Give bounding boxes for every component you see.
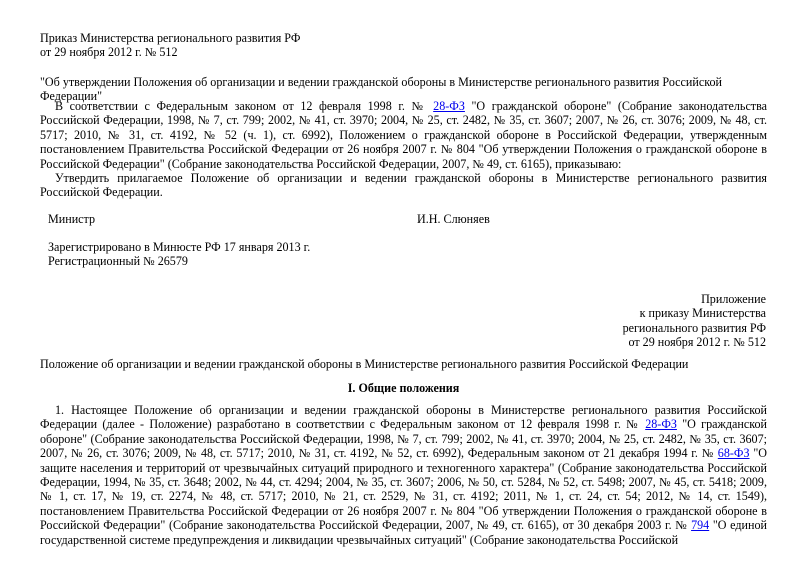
p1-text-3: "О защите населения и территорий от чрезвычайных ситуаций природного и техногенного характера" (Собрание законодательства Российской Федерации, 1994, № 35, ст. 3648; 2002, № 44, ст. 4294; 2004, № 35, ст. 3607; 2006, № 50, ст. 5284, № 52, ст. 5498; 2007, № 45, ст. 5418; 2009, № 1, ст. 17, № 19, ст. 2274, № 48, ст. 5717; 2010, № 21, ст. 2529, № 31, ст. 4192; 2011, № 1, ст. 24, ст. 54; 2012, № 14, ст. 1549), постановлением Правительства Российской Федерации от 26 ноября 2007 г. № 804 "Об утверждении Положения о гражданской обороне в Российской Федерации" (Собрание законодательства Российской Федерации, 2007, № 49, ст. 6165), от 30 декабря 2003 г. № — [40, 446, 767, 533]
appendix-ministry: регионального развития РФ — [622, 320, 766, 335]
law-68fz-link[interactable]: 68-ФЗ — [717, 446, 750, 461]
p1-text-2: "О гражданской обороне" (Собрание законодательства Российской Федерации, 1998, № 7, ст. 799; 2002, № 41, ст. 3970; 2004, № 25, ст. 2482, № 35, ст. 3607; 2007, № 26, ст. 3076; 2009, № 48, ст. 5717; 2010, № 31, ст. 4192, № 52, ст. 6992), Федеральным законом от 21 декабря 1994 г. № — [40, 417, 767, 461]
regulation-title: Положение об организации и ведении гражданской обороны в Министерстве регионального развития Российской Федерации — [40, 357, 689, 371]
preamble-text-1: В соответствии с Федеральным законом от 12 февраля 1998 г. № — [55, 99, 434, 113]
preamble-paragraph — [40, 99, 767, 171]
registration-number: Регистрационный № 26579 — [48, 254, 188, 269]
preamble — [40, 99, 767, 200]
paragraph-1-text — [40, 403, 767, 547]
preamble-text-2: "О гражданской обороне" (Собрание законодательства Российской Федерации, 1998, № 7, ст. 799; 2002, № 41, ст. 3970; 2004, № 25, ст. 2482, № 35, ст. 3607; 2007, № 26, ст. 3076; 2009, № 48, ст. 5717; 2010, № 31, ст. 4192, № 52 (ч. 1), ст. 6992), Положением о гражданской обороне в Российской Федерации, утвержденным постановлением Правительства Российской Федерации от 26 ноября 2007 г. № 804 "Об утверждении Положения о гражданской обороне в Российской Федерации" (Собрание законодательства Российской Федерации, 2007, № 49, ст. 6165), приказываю: — [40, 99, 768, 171]
appendix-ref: к приказу Министерства — [639, 306, 766, 321]
p1-text-4: "О единой государственной системе предупреждения и ликвидации чрезвычайных ситуаций" (Собрание законодательства Российской — [40, 518, 767, 547]
appendix-label: Приложение — [701, 292, 766, 306]
order-date: от 29 ноября 2012 г. № 512 — [40, 45, 178, 60]
order-paragraph: Утвердить прилагаемое Положение об организации и ведении гражданской обороны в Министерстве регионального развития Российской Федерации. — [40, 171, 767, 200]
registration-date: Зарегистрировано в Минюсте РФ 17 января 2013 г. — [48, 240, 311, 254]
law-28fz-link[interactable]: 28-ФЗ — [433, 99, 465, 113]
order-issuer: Приказ Министерства регионального развития РФ — [40, 31, 301, 45]
section-heading: I. Общие положения — [347, 381, 460, 395]
minister-name: И.Н. Слюняев — [417, 212, 490, 226]
order-title: "Об утверждении Положения об организации и ведении гражданской обороны в Министерстве регионального развития Российской Федерации" — [40, 75, 722, 104]
p1-text-1: 1. Настоящее Положение об организации и ведении гражданской обороны в Министерстве регионального развития Российской Федерации (далее - Положение) разработано в соответствии с Федеральным законом от 12 февраля 1998 г. № — [40, 403, 767, 432]
document-header — [40, 31, 300, 60]
paragraph-1 — [40, 403, 767, 547]
resolution-794-link[interactable]: 794 — [691, 518, 710, 533]
registration-info — [48, 240, 310, 269]
appendix-header — [623, 292, 766, 350]
minister-position: Министр — [48, 212, 96, 226]
law-28fz-link-2[interactable]: 28-ФЗ — [645, 417, 677, 432]
appendix-date: от 29 ноября 2012 г. № 512 — [628, 335, 766, 350]
